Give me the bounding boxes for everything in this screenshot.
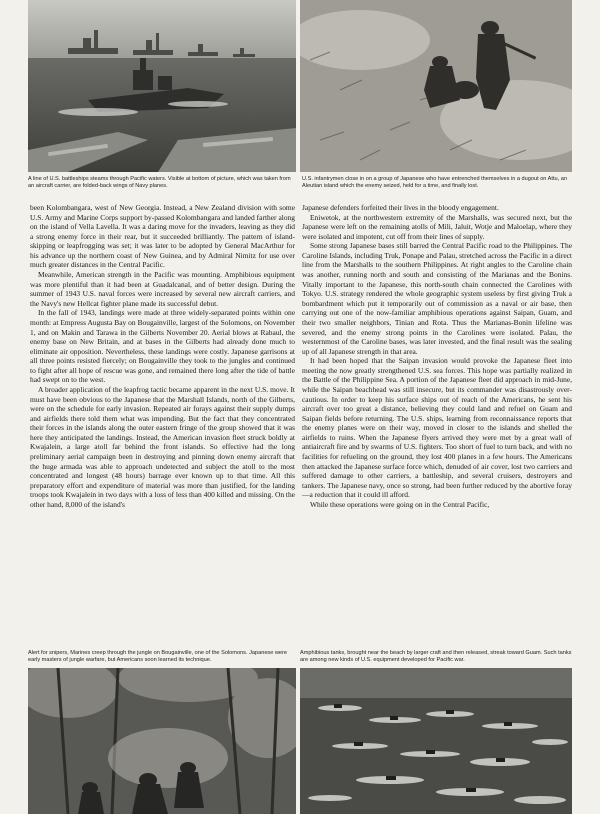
- caption-infantrymen: U.S. infantrymen close in on a group of Japanese who have entrenched themselves in a dugout on Attu, an Aleutian island which the enemy seized, held for a time, and finally lost.: [302, 176, 567, 189]
- left-paragraph-1: been Kolombangara, west of New Georgia. Instead, a New Zealand division with some U.S. Army and Marine Corps support by-passed Kolombangara and landed farther along on the island of Vella Lavella. It was a daring move for the invaders, leaving as they did a strong enemy force in their rear, but it succeeded brilliantly. The pattern of island-skipping or leapfrogging was set; it was later to be adopted by General MacArthur for his advance up the northern coast of New Guinea, and by Admiral Nimitz for use over much greater distances in the Central Pacific.: [30, 203, 295, 270]
- left-paragraph-4: A broader application of the leapfrog tactic became apparent in the next U.S. move. It must have been obvious to the Japanese that the Marshall Islands, north of the Gilberts, were on the schedule for early invasion. Repeated air forays against their supply dumps and airfields there told them what was impending. But the fact that they concentrated their forces in the islands along the outer eastern fringe of the group showed that it was here they anticipated the landings. Instead, the American invasion fleet struck boldly at Kwajalein, a large atoll far behind the front islands. So effective had the long preliminary aerial campaign been in destroying and pinning down enemy aircraft that the huge armada was able to approach undetected and subject the atoll to the most concentrated and longest (48 hours) barrage ever known up to that time. All this preparatory effort and expenditure of material was more than justified, for the landing troops took Kwajalein in two days with a loss of less than 400 killed and missing. On the other hand, 8,000 of the island's: [30, 384, 295, 509]
- right-paragraph-4: It had been hoped that the Saipan invasion would provoke the Japanese fleet into meeting the now greatly strengthened U.S. sea forces. This hope was partially realized in the Battle of the Philippine Sea. A portion of the Japanese fleet did approach in mid-June, while the Saipan beachhead was still insecure, but its commander was disastrously over-cautious. In order to keep his surface ships out of reach of the Americans, he sent his aircraft over too great a distance, believing they could land and refuel on Guam and Saipan fields before returning. The U.S. ships, learning from reconnaissance reports that the enemy planes were on their way, moved in closer to the islands and shelled the airfields to ruins. When the Japanese flyers arrived they were met by a great wall of antiaircraft fire and by swarms of U.S. fighters. Too short of fuel to turn back, and with no facilities for refueling on the ground, they lost 400 planes in a few hours. The Americans then attacked the Japanese surface force which, denuded of air cover, lost two carriers and suffered damage to other carriers, a battleship, and several cruisers, destroyers and tankers. The Japanese navy, once so strong, had been further reduced by the abortive foray—a reduction that it could ill afford.: [302, 356, 572, 500]
- photo-infantrymen: [300, 0, 572, 172]
- right-paragraph-1: Japanese defenders forfeited their lives in the bloody engagement.: [302, 203, 499, 212]
- article-left-column: [30, 203, 295, 510]
- right-paragraph-2: Eniwetok, at the northwestern extremity of the Marshalls, was secured next, but the Japanese were left on the remaining atolls of Mili, Jaluit, Wotje and Maloelap, where they were isolated and impotent, cut off from their lines of supply.: [302, 212, 572, 241]
- caption-marines: Alert for snipers, Marines creep through the jungle on Bougainville, one of the Solomons. Japanese were early masters of jungle warfare, but Americans soon learned its technique.: [28, 650, 288, 663]
- photo-amphibious-tanks: [300, 668, 572, 814]
- left-paragraph-3: In the fall of 1943, landings were made at three widely-separated points within one month: at Empress Augusta Bay on Bougainville, largest of the Solomons, on November 1, and on Makin and Tarawa in the Gilberts November 20. Aerial blows at Rabaul, the enemy base on New Britain, and at bases in the Gilberts had already done much to eliminate air opposition. Nevertheless, these landings were costly. Japanese garrisons at all three points resisted fiercely; on Bougainville they took to the jungles and continued to fight after all hope of rescue was gone, and remained there long after the tide of battle had swept on to the west.: [30, 308, 295, 385]
- left-paragraph-2: Meanwhile, American strength in the Pacific was mounting. Amphibious equipment was more plentiful than it had been at Guadalcanal, and of better design. During the summer of 1943 U.S. naval forces were increased by several new aircraft carriers, and the Navy's new Hellcat fighter plane made its successful debut.: [30, 270, 295, 308]
- photo-battleships: [28, 0, 296, 172]
- right-paragraph-3: Some strong Japanese bases still barred the Central Pacific road to the Philippines. The Caroline Islands, including Truk, Ponape and Palau, stretched across the Pacific in a direct line from the Marshalls to the southern Philippines. At right angles to the Caroline chain was another, running north and south and consisting of the Marianas and the Bonins. Vitally important to the Japanese, this north-south chain connected the Carolines with Tokyo. U.S. strategy rendered the whole geographic system useless by first giving Truk a bombardment which put it temporarily out of commission as a naval or air base, then carrying out one of the now-familiar amphibious operations against Saipan, Guam, and their two smaller neighbors, Tinian and Rota. Thus the Marianas-Bonin lifeline was severed, and the enemy strong points in the Carolines were isolated. Palau, the westernmost of the Caroline bases, was later invested, and the final result was the sealing up of all Japanese strength in that area.: [302, 241, 572, 356]
- caption-battleships: A line of U.S. battleships steams through Pacific waters. Visible at bottom of picture, which was taken from an aircraft carrier, are folded-back wings of Navy planes.: [28, 176, 291, 189]
- right-paragraph-5: While these operations were going on in the Central Pacific,: [310, 499, 490, 509]
- caption-amphibious-tanks: Amphibious tanks, brought near the beach by larger craft and then released, streak toward Guam. Such tanks are among new kinds of U.S. equipment developed for Pacific war.: [300, 650, 572, 663]
- article-right-column: [302, 203, 572, 510]
- photo-marines-jungle: [28, 668, 296, 814]
